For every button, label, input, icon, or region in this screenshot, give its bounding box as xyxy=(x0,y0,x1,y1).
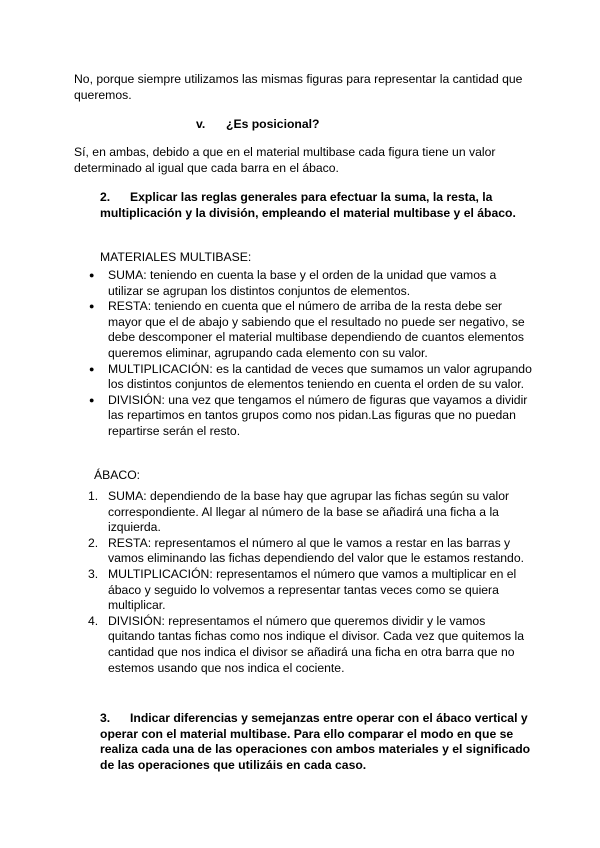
list-item: 2. RESTA: representamos el número al que le vamos a restar en las barras y vamos eliminando las fichas dependiendo del valor que le estamos restando. xyxy=(88,535,524,566)
list-number: 2. xyxy=(88,535,99,550)
bullet-icon: ● xyxy=(89,363,95,374)
list-item: 4. DIVISIÓN: representamos el número que queremos dividir y le vamos quitando tantas fichas como nos indique el divisor. Cada vez que quitemos la cantidad que nos indica el divisor se añadirá una ficha en otra barra que no estemos usando que nos indica el cociente. xyxy=(88,613,524,675)
section-2-number: 2. xyxy=(100,190,111,204)
paragraph-no: No, porque siempre utilizamos las mismas figuras para representar la cantidad que queremos. xyxy=(74,72,523,102)
abaco-list xyxy=(88,489,534,676)
section-3-number: 3. xyxy=(100,711,111,725)
heading-number: v. xyxy=(196,117,206,131)
list-item: ● SUMA: teniendo en cuenta la base y el orden de la unidad que vamos a utilizar se agrupan los distintos conjuntos de elementos. xyxy=(89,268,497,298)
list-number: 4. xyxy=(88,613,99,628)
section-3-heading xyxy=(100,711,540,773)
section-2-heading xyxy=(100,190,540,221)
abaco-title: ÁBACO: xyxy=(94,468,141,482)
bullet-icon: ● xyxy=(89,270,95,280)
list-item: ● RESTA: teniendo en cuenta que el número de arriba de la resta debe ser mayor que el de abajo y sabiendo que el resultado no puede ser negativo, se debe descomponer el material multibase dependiendo de cuantos elementos queremos eliminar, agrupando cada elemento con su valor. xyxy=(89,299,525,360)
section-2-text: Explicar las reglas generales para efectuar la suma, la resta, la multiplicación y la división, empleando el material multibase y el ábaco. xyxy=(100,190,516,220)
multibase-title: MATERIALES MULTIBASE: xyxy=(100,250,252,264)
list-item: 3. MULTIPLICACIÓN: representamos el número que vamos a multiplicar en el ábaco y seguido lo volvemos a representar tantas veces como se quiera multiplicar. xyxy=(88,566,517,613)
section-3-text: Indicar diferencias y semejanzas entre operar con el ábaco vertical y operar con el material multibase. Para ello comparar el modo en que se realiza cada una de las operaciones con ambos materiales y el significado de las operaciones que utilizáis en cada caso. xyxy=(100,711,531,772)
paragraph-si: Sí, en ambas, debido a que en el material multibase cada figura tiene un valor determinado al igual que cada barra en el ábaco. xyxy=(74,145,496,175)
list-item: ● DIVISIÓN: una vez que tengamos el número de figuras que vayamos a dividir las repartimos en tantos grupos como nos pidan.Las figuras que no puedan repartirse serán el resto. xyxy=(89,392,528,438)
list-item: ● MULTIPLICACIÓN: es la cantidad de veces que sumamos un valor agrupando los distintos conjuntos de elementos teniendo en cuenta el orden de su valor. xyxy=(89,361,532,392)
bullet-icon: ● xyxy=(89,394,95,405)
multibase-list xyxy=(88,268,534,440)
bullet-icon: ● xyxy=(89,301,95,312)
list-number: 3. xyxy=(88,566,99,581)
heading-text: ¿Es posicional? xyxy=(226,117,320,131)
list-number: 1. xyxy=(88,489,99,503)
list-item: 1. SUMA: dependiendo de la base hay que agrupar las fichas según su valor correspondiente. Al llegar al número de la base se añadirá una ficha a la izquierda. xyxy=(88,489,510,535)
heading-posicional xyxy=(196,117,319,133)
